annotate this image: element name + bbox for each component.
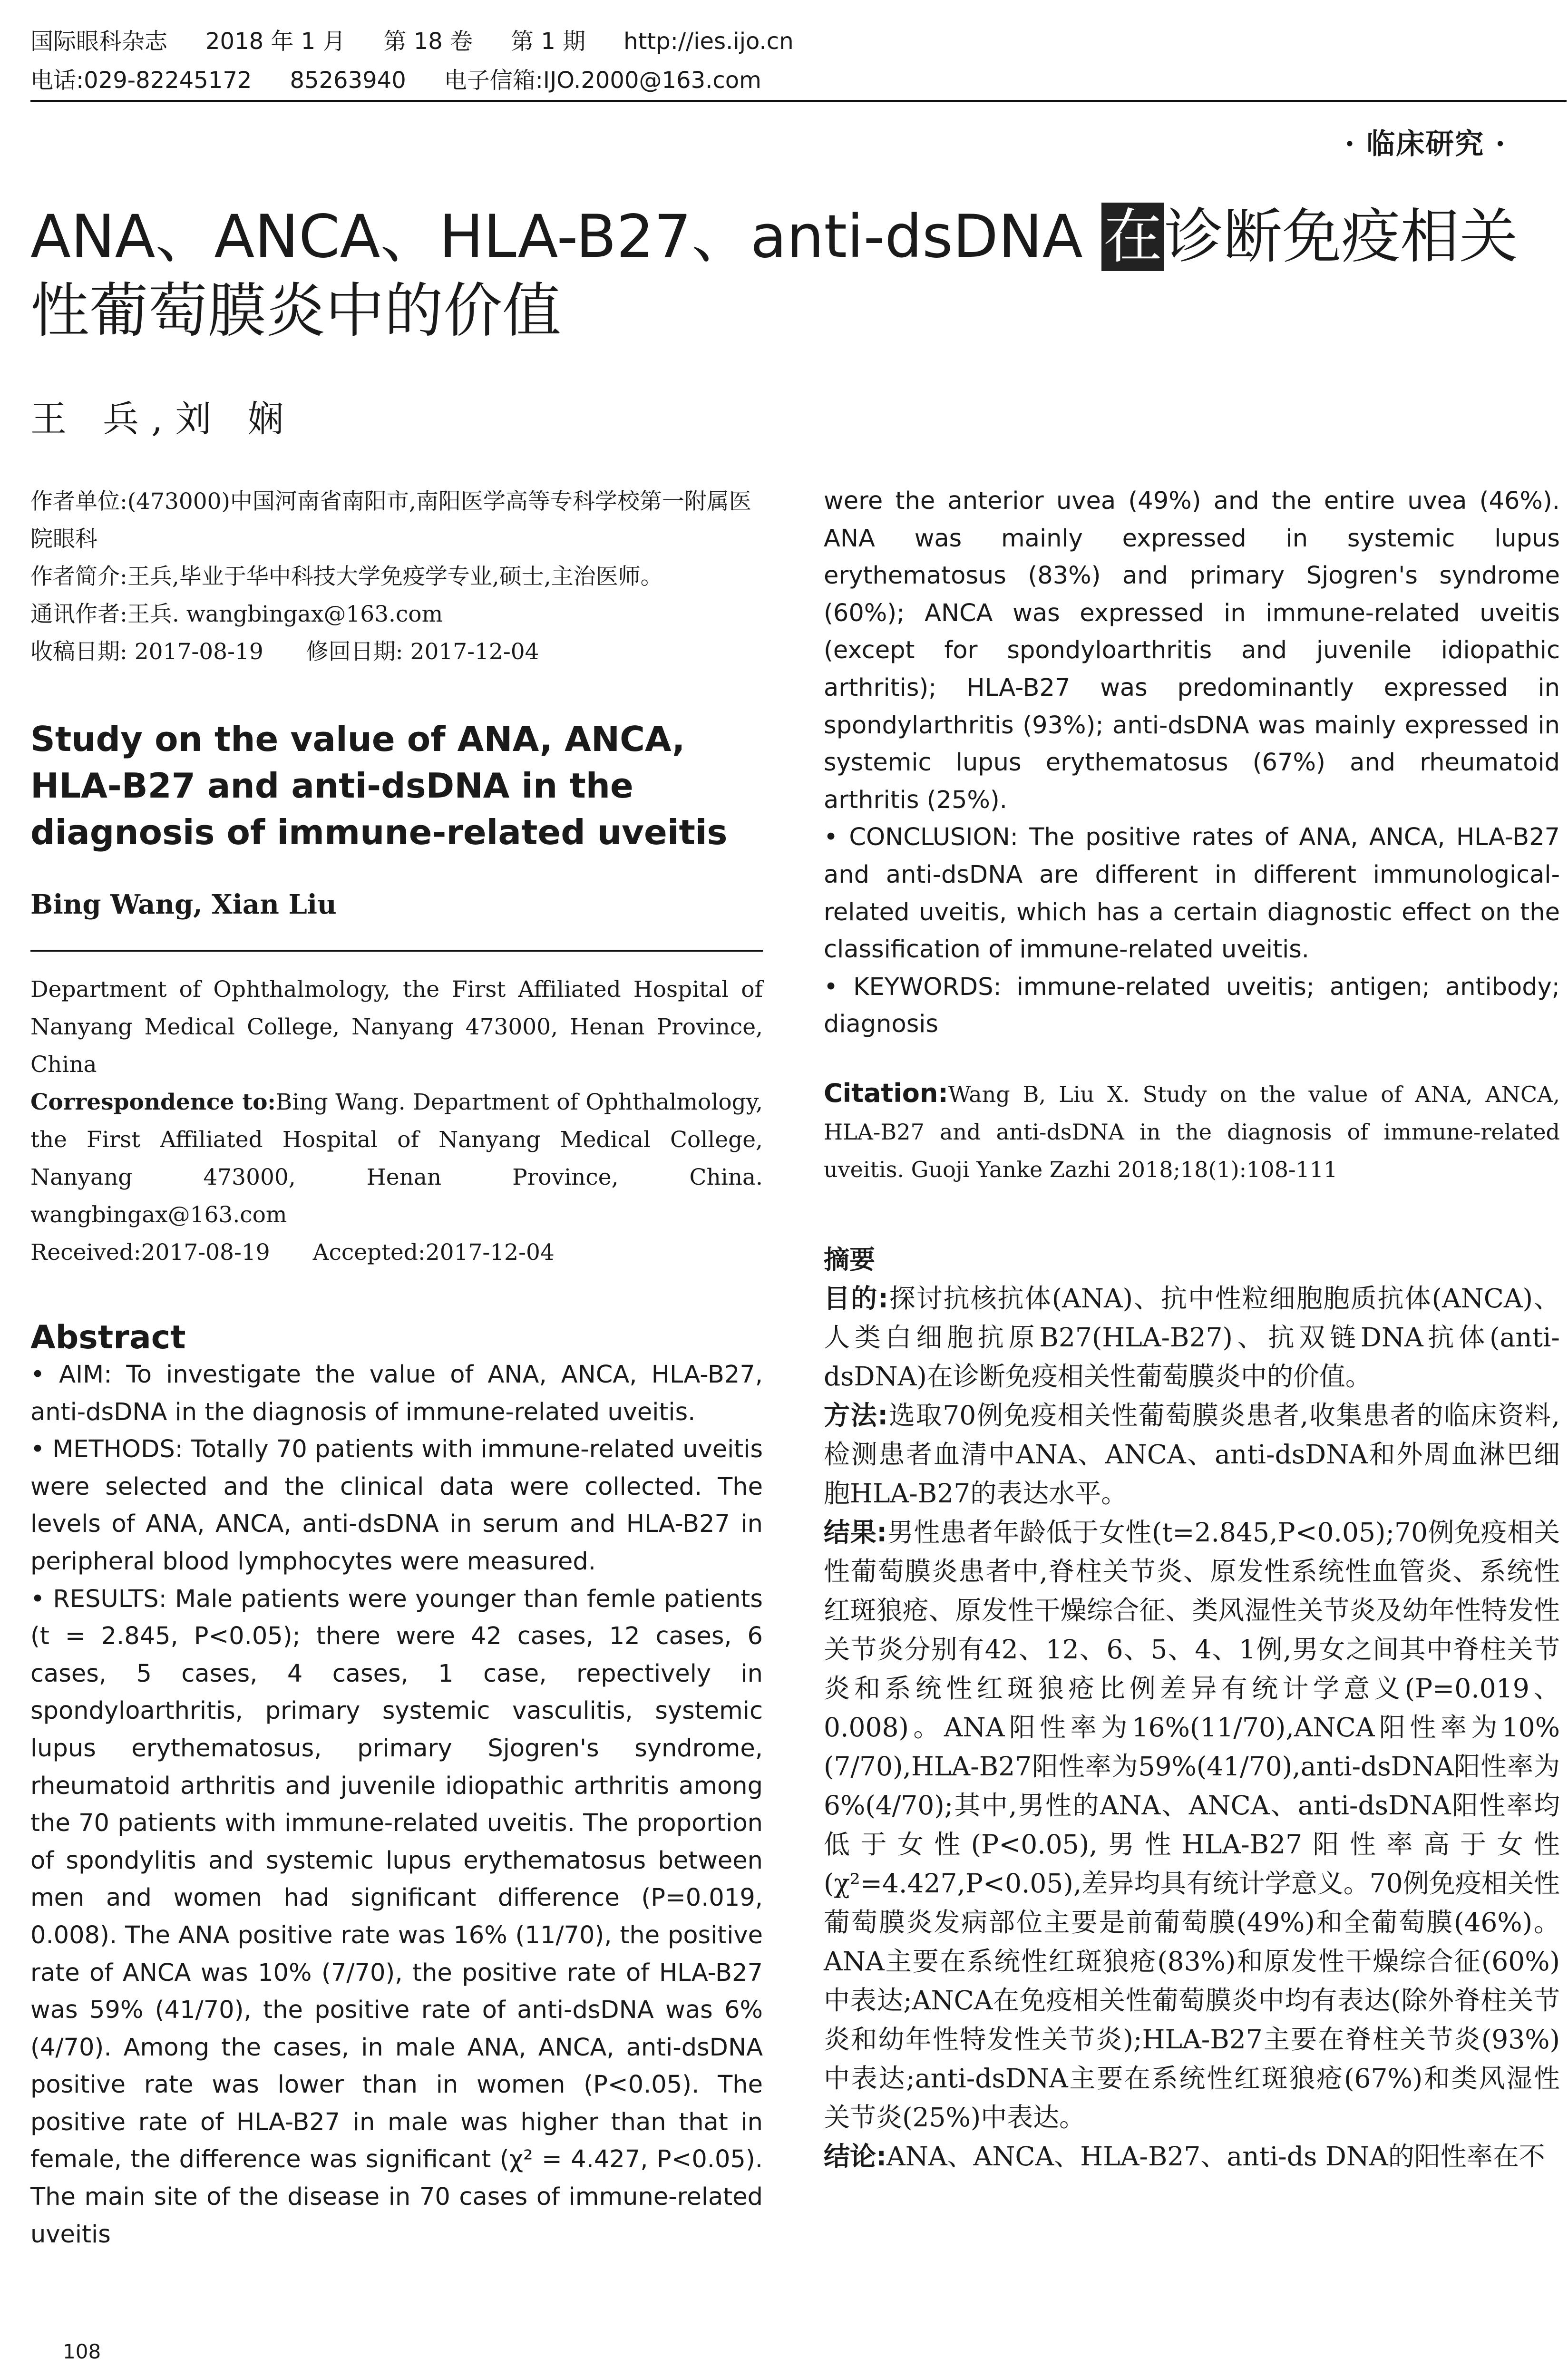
abstract-zh-methods-text: 选取70例免疫相关性葡萄膜炎患者,收集患者的临床资料,检测患者血清中ANA、ANCA、anti-dsDNA和外周血淋巴细胞HLA-B27的表达水平。 [824, 1400, 1560, 1509]
revised-date-zh: 修回日期: 2017-12-04 [306, 639, 539, 665]
abstract-results-continued: were the anterior uvea (49%) and the entire uvea (46%). ANA was mainly expressed in systemic lupus erythematosus (83%) and primary Sjogren's syndrome (60%); ANCA was expressed in immune-related uveitis (except for spondyloarthritis and juvenile idiopathic arthritis); HLA-B27 was predominantly expressed in spondylarthritis (93%); anti-dsDNA was mainly expressed in systemic lupus erythematosus (67%) and rheumatoid arthritis (25%). [824, 487, 1560, 814]
abstract-zh-conclusion-label: 结论: [824, 2141, 886, 2172]
affiliation-block [30, 971, 763, 1271]
abstract-keywords: • KEYWORDS: immune-related uveitis; antigen; antibody; diagnosis [824, 973, 1560, 1039]
abstract-zh-conclusion-text: ANA、ANCA、HLA-B27、anti-ds DNA的阳性率在不 [886, 2141, 1545, 2172]
correspondence-text: Bing Wang. Department of Ophthalmology, the First Affiliated Hospital of Nanyang Medical College, Nanyang 473000, Henan Province, China. wangbingax@163.com [30, 1089, 763, 1228]
received-date-zh: 收稿日期: 2017-08-19 [30, 639, 263, 665]
accepted-date: Accepted:2017-12-04 [312, 1239, 555, 1266]
journal-email[interactable]: 电子信箱:IJO.2000@163.com [444, 67, 761, 94]
corresponding-author: 通讯作者:王兵. wangbingax@163.com [30, 601, 443, 627]
abstract-conclusion: • CONCLUSION: The positive rates of ANA, ANCA, HLA-B27 and anti-dsDNA are different in different immunological-related uveitis, which has a certain diagnostic effect on the classification of immune-related uveitis. [824, 823, 1560, 964]
english-title: Study on the value of ANA, ANCA, HLA-B27 and anti-dsDNA in the diagnosis of immune-related uveitis [30, 719, 728, 852]
abstract-zh-aim-label: 目的: [824, 1283, 888, 1314]
dates-zh [30, 633, 763, 671]
journal-name: 国际眼科杂志 [30, 28, 168, 55]
abstract-zh-aim-text: 探讨抗核抗体(ANA)、抗中性粒细胞胞质抗体(ANCA)、人类白细胞抗原B27(HLA-B27)、抗双链DNA抗体(anti-dsDNA)在诊断免疫相关性葡萄膜炎中的价值。 [824, 1283, 1560, 1392]
issue-date: 2018 年 1 月 [205, 28, 346, 55]
abstract-zh-heading: 摘要 [824, 1244, 875, 1275]
page-title [30, 200, 1552, 348]
abstract-aim: • AIM: To investigate the value of ANA, ANCA, HLA-B27, anti-dsDNA in the diagnosis of immune-related uveitis. [30, 1361, 763, 1426]
abstract-zh-results-label: 结果: [824, 1517, 887, 1548]
journal-url[interactable]: http://ies.ijo.cn [623, 28, 794, 55]
abstract-methods: • METHODS: Totally 70 patients with immune-related uveitis were selected and the clinical data were collected. The levels of ANA, ANCA, anti-dsDNA in serum and HLA-B27 in peripheral blood lymphocytes were measured. [30, 1435, 763, 1576]
title-part-2: 诊断免疫相关性葡萄膜炎中的价值 [30, 203, 1519, 345]
abstract-zh-methods [824, 1396, 1560, 1513]
citation-label: Citation: [824, 1078, 948, 1108]
journal-header [30, 22, 1543, 100]
journal-phone: 电话:029-82245172 [30, 67, 252, 94]
header-divider [30, 100, 1567, 102]
abstract-zh-results [824, 1513, 1560, 2137]
volume: 第 18 卷 [383, 28, 473, 55]
author-unit: 作者单位:(473000)中国河南省南阳市,南阳医学高等专科学校第一附属医院眼科 [30, 488, 751, 552]
dates-en [30, 1234, 763, 1271]
right-column [824, 483, 1560, 2176]
citation-text: Wang B, Liu X. Study on the value of ANA, ANCA, HLA-B27 and anti-dsDNA in the diagnosis of immune-related uveitis. Guoji Yanke Zazhi 2018;18(1):108-111 [824, 1081, 1560, 1182]
page-number: 108 [63, 2340, 101, 2363]
journal-phone-2: 85263940 [290, 67, 406, 94]
abstract-zh-aim [824, 1279, 1560, 1396]
english-authors: Bing Wang, Xian Liu [30, 889, 337, 920]
section-label: · 临床研究 · [1344, 127, 1506, 161]
affiliation: Department of Ophthalmology, the First Affiliated Hospital of Nanyang Medical College, Nanyang 473000, Henan Province, China [30, 976, 763, 1078]
issue: 第 1 期 [511, 28, 586, 55]
received-date: Received:2017-08-19 [30, 1239, 270, 1266]
correspondence [30, 1083, 763, 1234]
abstract-zh-methods-label: 方法: [824, 1400, 888, 1431]
author-bio: 作者简介:王兵,毕业于华中科技大学免疫学专业,硕士,主治医师。 [30, 564, 663, 590]
authors-chinese: 王 兵,刘 娴 [30, 398, 296, 440]
abstract-zh-results-text: 男性患者年龄低于女性(t=2.845,P<0.05);70例免疫相关性葡萄膜炎患者中,脊柱关节炎、原发性系统性血管炎、系统性红斑狼疮、原发性干燥综合征、类风湿性关节炎及幼年性特发性关节炎分别有42、12、6、5、4、1例,男女之间其中脊柱关节炎和系统性红斑狼疮比例差异有统计学意义(P=0.019、0.008)。ANA阳性率为16%(11/70),ANCA阳性率为10%(7/70),HLA-B27阳性率为59%(41/70),anti-dsDNA阳性率为6%(4/70);其中,男性的ANA、ANCA、anti-dsDNA阳性率均低于女性(P<0.05),男性HLA-B27阳性率高于女性(χ²=4.427,P<0.05),差异均具有统计学意义。70例免疫相关性葡萄膜炎发病部位主要是前葡萄膜(49%)和全葡萄膜(46%)。ANA主要在系统性红斑狼疮(83%)和原发性干燥综合征(60%)中表达;ANCA在免疫相关性葡萄膜炎中均有表达(除外脊柱关节炎和幼年性特发性关节炎);HLA-B27主要在脊柱关节炎(93%)中表达;anti-dsDNA主要在系统性红斑狼疮(67%)和类风湿性关节炎(25%)中表达。 [824, 1517, 1560, 2133]
abstract-results: • RESULTS: Male patients were younger than femle patients (t = 2.845, P<0.05); there were 42 cases, 12 cases, 6 cases, 5 cases, 4 cases, 1 case, repectively in spondyloarthritis, primary systemic vasculitis, systemic lupus erythematosus, primary Sjogren's syndrome, rheumatoid arthritis and juvenile idiopathic arthritis among the 70 patients with immune-related uveitis. The proportion of spondylitis and systemic lupus erythematosus between men and women had significant difference (P=0.019, 0.008). The ANA positive rate was 16% (11/70), the positive rate of ANCA was 10% (7/70), the positive rate of HLA-B27 was 59% (41/70), the positive rate of anti-dsDNA was 6% (4/70). Among the cases, in male ANA, ANCA, anti-dsDNA positive rate was lower than in women (P<0.05). The positive rate of HLA-B27 in male was higher than that in female, the difference was significant (χ² = 4.427, P<0.05). The main site of the disease in 70 cases of immune-related uveitis [30, 1585, 763, 2249]
title-part-1: ANA、ANCA、HLA-B27、anti-dsDNA [30, 203, 1102, 271]
title-highlighted-char: 在 [1101, 203, 1164, 271]
correspondence-label: Correspondence to: [30, 1089, 276, 1115]
left-column [30, 483, 763, 2253]
column-divider [30, 950, 763, 952]
abstract-zh-conclusion [824, 2137, 1560, 2176]
citation [824, 1074, 1560, 1188]
abstract-heading: Abstract [30, 1319, 186, 1356]
